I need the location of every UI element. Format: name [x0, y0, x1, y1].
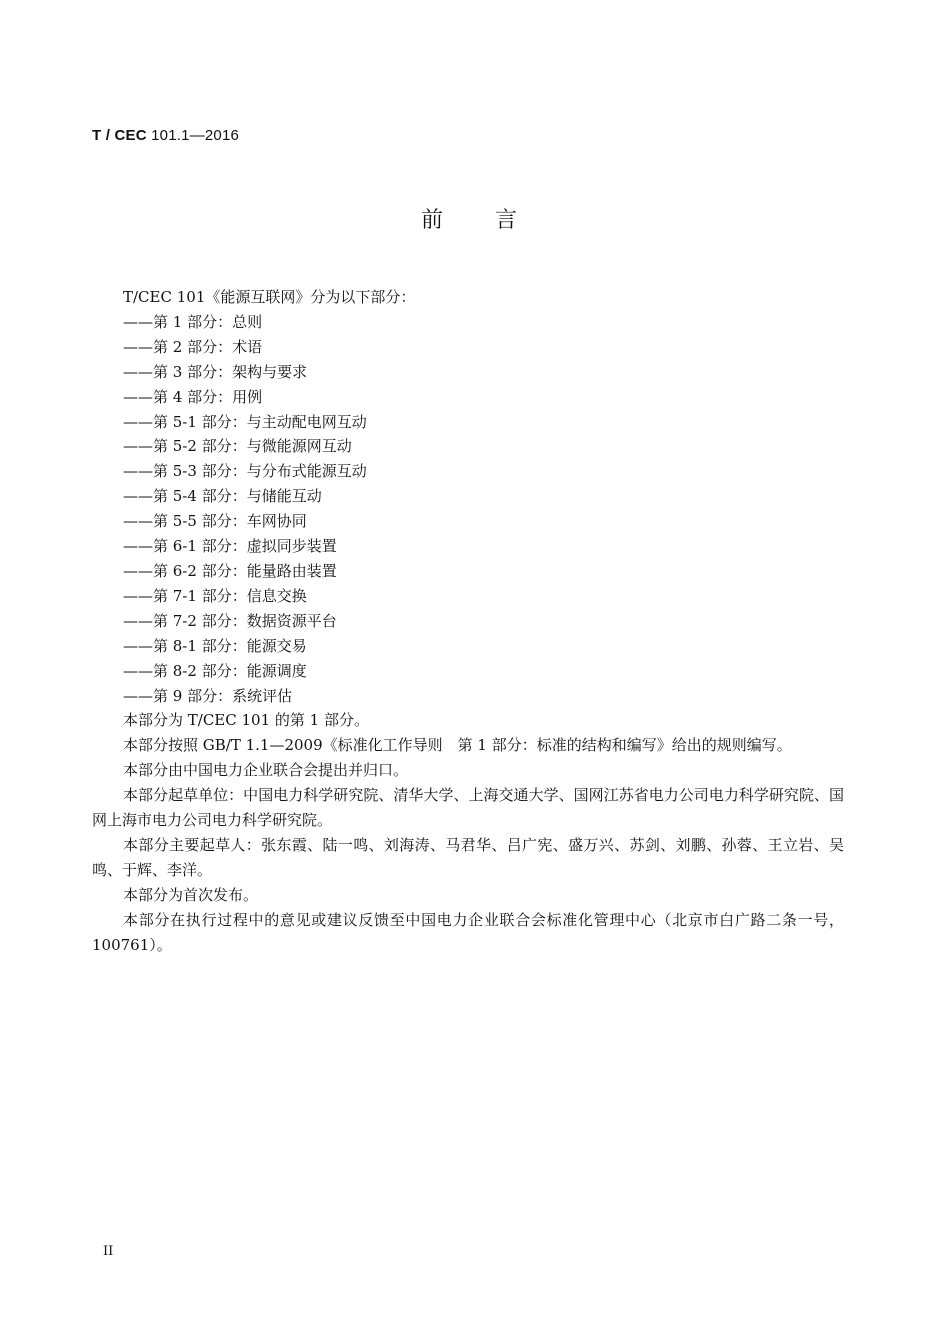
- part-list-item: ——第 3 部分：架构与要求: [123, 362, 308, 381]
- paragraph-first-release: 本部分为首次发布。: [123, 885, 259, 904]
- standard-prefix: T / CEC: [92, 127, 147, 144]
- foreword-body: [92, 285, 844, 957]
- standard-number: 101.1—2016: [151, 127, 240, 144]
- paragraph-drafting-units: 本部分起草单位：中国电力科学研究院、清华大学、上海交通大学、国网江苏省电力公司电力科学研究院、国网上海市电力公司电力科学研究院。: [92, 786, 844, 830]
- page-title: 前言: [420, 208, 569, 233]
- part-list-item: ——第 7-1 部分：信息交换: [123, 586, 307, 605]
- part-list-item: ——第 5-4 部分：与储能互动: [123, 487, 322, 506]
- part-list-item: ——第 5-3 部分：与分布式能源互动: [123, 462, 367, 481]
- paragraph-part-designation: 本部分为 T/CEC 101 的第 1 部分。: [123, 711, 369, 730]
- paragraph-proposer: 本部分由中国电力企业联合会提出并归口。: [123, 761, 409, 780]
- part-list-item: ——第 2 部分：术语: [123, 337, 263, 356]
- part-list-item: ——第 8-1 部分：能源交易: [123, 636, 307, 655]
- part-list-item: ——第 5-2 部分：与微能源网互动: [123, 437, 352, 456]
- part-list-item: ——第 9 部分：系统评估: [123, 686, 293, 705]
- standard-header: [92, 126, 239, 146]
- part-list-item: ——第 6-2 部分：能量路由装置: [123, 561, 337, 580]
- intro-line: T/CEC 101《能源互联网》分为以下部分：: [123, 288, 416, 306]
- paragraph-drafters: 本部分主要起草人：张东霞、陆一鸣、刘海涛、马君华、吕广宪、盛万兴、苏剑、刘鹏、孙蓉、王立岩、吴鸣、于辉、李洋。: [92, 835, 844, 879]
- part-list-item: ——第 5-1 部分：与主动配电网互动: [123, 412, 367, 431]
- paragraph-feedback: 本部分在执行过程中的意见或建议反馈至中国电力企业联合会标准化管理中心（北京市白广路二条一号，100761）。: [92, 910, 844, 954]
- part-list-item: ——第 1 部分：总则: [123, 312, 263, 331]
- part-list-item: ——第 6-1 部分：虚拟同步装置: [123, 537, 337, 556]
- part-list-item: ——第 7-2 部分：数据资源平台: [123, 611, 337, 630]
- paragraph-drafting-rules: 本部分按照 GB/T 1.1—2009《标准化工作导则 第 1 部分：标准的结构和编写》给出的规则编写。: [123, 736, 792, 755]
- page-number: II: [103, 1244, 114, 1259]
- part-list-item: ——第 8-2 部分：能源调度: [123, 661, 307, 680]
- part-list-item: ——第 4 部分：用例: [123, 387, 263, 406]
- part-list-item: ——第 5-5 部分：车网协同: [123, 512, 307, 531]
